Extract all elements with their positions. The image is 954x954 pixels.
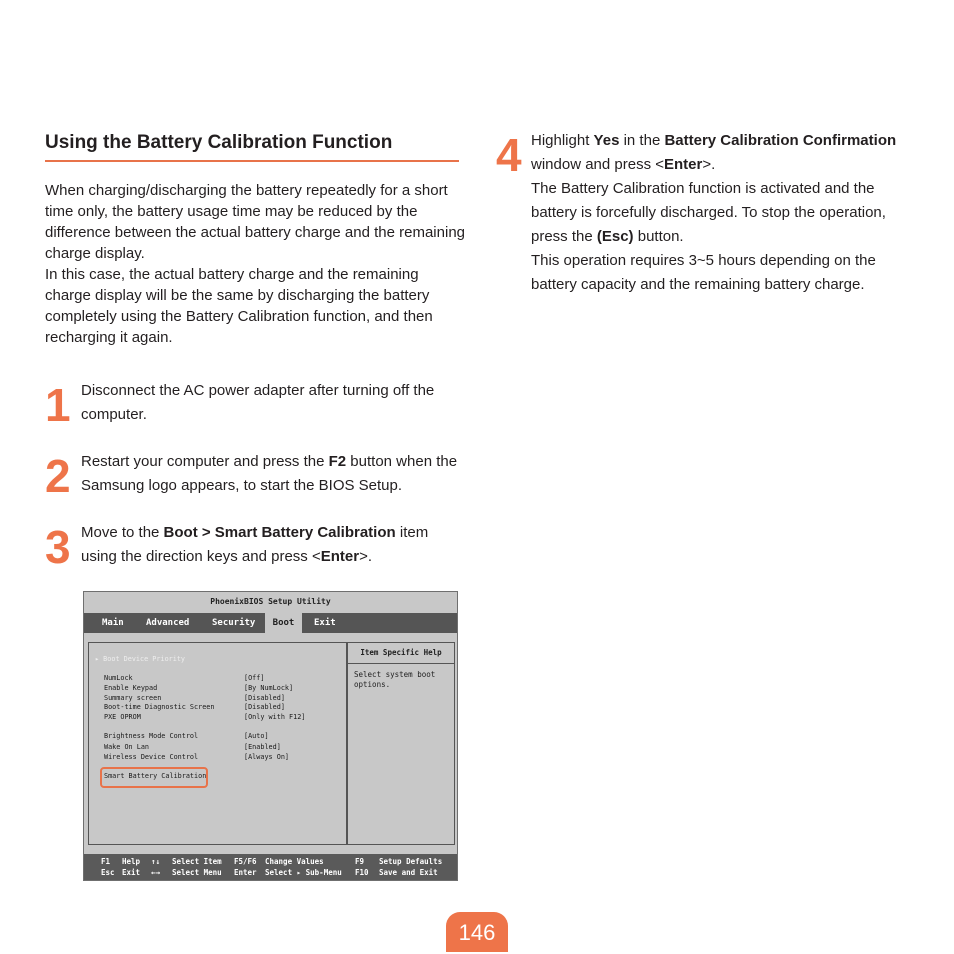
footer-help: Help	[122, 857, 141, 866]
bios-row-value[interactable]: [Auto]	[244, 732, 269, 740]
bios-row-label[interactable]: Wireless Device Control	[104, 753, 199, 761]
step-4-text-part: button.	[633, 228, 684, 245]
key-f9: F9	[355, 857, 365, 866]
intro-paragraph-2: In this case, the actual battery charge and the remaining charge display will be the same by discharging the battery completely using the Battery Calibration function, and then recharging it again.	[45, 266, 433, 346]
bios-tab-advanced[interactable]: Advanced	[146, 618, 190, 628]
step-4-text-part: window and press <	[531, 156, 664, 173]
bios-row-value[interactable]: [Enabled]	[244, 743, 281, 751]
step-1-text	[81, 379, 459, 427]
step-3-text-part: item using the direction keys and press <	[81, 524, 429, 565]
step-3-text	[81, 521, 466, 569]
bios-title: PhoenixBIOS Setup Utility	[210, 597, 331, 606]
footer-setup-defaults: Setup Defaults	[379, 857, 443, 866]
bios-row-value[interactable]: [Disabled]	[244, 694, 285, 702]
step-2-text-part: Restart your computer and press the	[81, 453, 329, 470]
footer-exit: Exit	[122, 868, 141, 877]
bios-row-label[interactable]: Boot-time Diagnostic Screen	[104, 703, 215, 711]
bios-row-label[interactable]: Brightness Mode Control	[104, 732, 199, 740]
bios-row-value[interactable]: [Only with F12]	[244, 713, 306, 721]
step-4-key: (Esc)	[596, 228, 634, 245]
arrows-left-right-icon: ←→	[151, 868, 161, 877]
bios-help-title: Item Specific Help	[348, 643, 454, 664]
footer-select-menu: Select Menu	[172, 868, 222, 877]
bios-help-panel	[347, 642, 455, 845]
bios-row-label[interactable]: Enable Keypad	[104, 684, 158, 692]
footer-select-item: Select Item	[172, 857, 222, 866]
step-2-text	[81, 450, 466, 498]
step-4-bold: Battery Calibration Confirmation	[664, 132, 897, 149]
bios-tab-bar	[84, 613, 457, 633]
bios-row-label[interactable]: NumLock	[104, 674, 133, 682]
page-number: 146	[446, 912, 508, 952]
bios-boot-device-priority[interactable]: ▸ Boot Device Priority	[95, 655, 186, 663]
bios-row-value[interactable]: [Always On]	[244, 753, 290, 761]
step-3-number: 3	[45, 521, 71, 573]
step-4-text-part: The Battery Calibration function is activated and the battery is forcefully discharged. To stop the operation, press the	[531, 180, 886, 245]
intro-paragraph-1: When charging/discharging the battery repeatedly for a short time only, the battery usage time may be reduced by the difference between the actual battery charge and the remaining charge display.	[45, 182, 465, 262]
step-2-text-part: button when the Samsung logo appears, to start the BIOS Setup.	[81, 453, 458, 494]
arrows-up-down-icon: ↑↓	[151, 857, 161, 866]
bios-smart-battery-calibration[interactable]: Smart Battery Calibration	[104, 772, 207, 780]
step-4-text	[531, 129, 911, 297]
key-esc: Esc	[101, 868, 115, 877]
bios-tab-exit[interactable]: Exit	[314, 618, 336, 628]
step-2-key: F2	[328, 453, 347, 470]
intro-text	[45, 180, 465, 348]
bios-tab-security[interactable]: Security	[212, 618, 256, 628]
footer-save-exit: Save and Exit	[379, 868, 438, 877]
bios-screenshot	[83, 591, 458, 881]
footer-change-values: Change Values	[265, 857, 324, 866]
bios-main-panel	[88, 642, 347, 845]
step-4-text-part: Highlight	[531, 132, 594, 149]
highlight-box	[100, 767, 208, 788]
step-4-text-part: >.	[702, 156, 716, 173]
step-4-text-part: in the	[619, 132, 665, 149]
bios-row-label[interactable]: Summary screen	[104, 694, 162, 702]
step-2-number: 2	[45, 450, 71, 502]
step-3-text-part: >.	[359, 548, 373, 565]
step-4-key: Enter	[664, 156, 703, 173]
bios-row-label[interactable]: Wake On Lan	[104, 743, 150, 751]
step-1-number: 1	[45, 379, 71, 431]
step-4-number: 4	[496, 129, 522, 181]
step-3-key: Enter	[320, 548, 360, 565]
bios-tab-main[interactable]: Main	[102, 618, 124, 628]
footer-select-submenu: Select ▸ Sub-Menu	[265, 868, 342, 877]
section-title: Using the Battery Calibration Function	[45, 132, 459, 162]
step-1-text-part: Disconnect the AC power adapter after turning off the computer.	[81, 382, 435, 423]
bios-row-value[interactable]: [By NumLock]	[244, 684, 294, 692]
bios-row-value[interactable]: [Off]	[244, 674, 265, 682]
step-3-menu-path: Boot > Smart Battery Calibration	[163, 524, 396, 541]
key-f10: F10	[355, 868, 369, 877]
key-enter: Enter	[234, 868, 257, 877]
bios-row-value[interactable]: [Disabled]	[244, 703, 285, 711]
key-f5f6: F5/F6	[234, 857, 257, 866]
step-3-text-part: Move to the	[81, 524, 164, 541]
bios-help-text: Select system boot options.	[354, 670, 436, 689]
key-f1: F1	[101, 857, 111, 866]
step-4-bold: Yes	[593, 132, 620, 149]
bios-footer	[84, 854, 457, 880]
bios-row-label[interactable]: PXE OPROM	[104, 713, 141, 721]
bios-tab-boot[interactable]: Boot	[265, 613, 302, 633]
step-4-text-part: This operation requires 3~5 hours depending on the battery capacity and the remaining battery charge.	[531, 252, 876, 293]
